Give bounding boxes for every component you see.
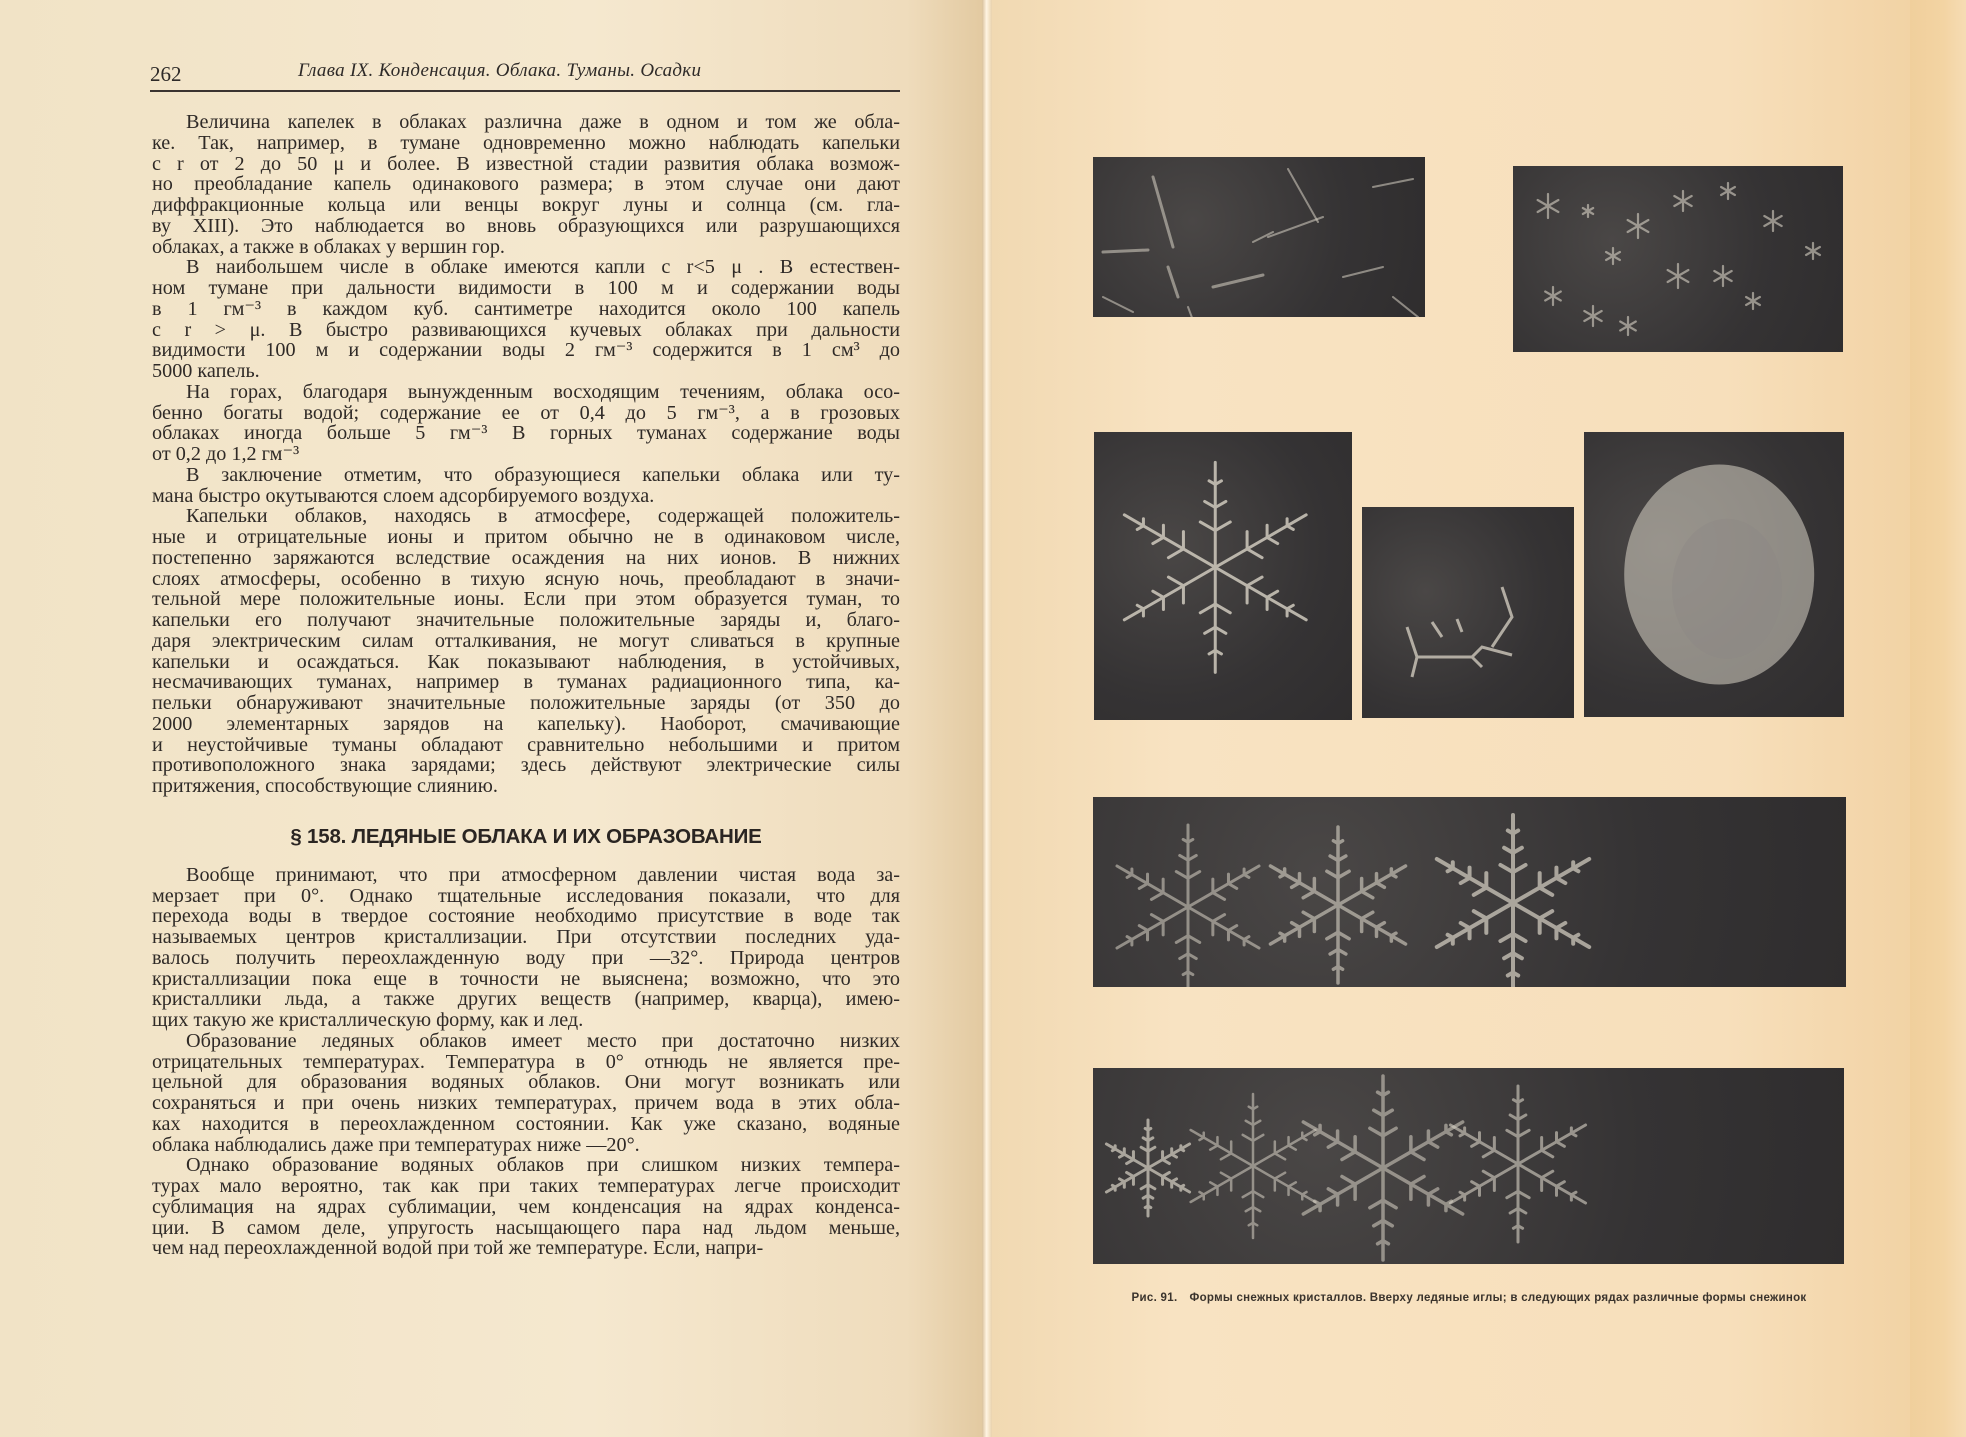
snowflake-row-photo-2 (1093, 1068, 1844, 1264)
photo-drawing (1584, 432, 1844, 717)
snowflake-crystal (1714, 266, 1731, 286)
snowflake-crystal (1628, 214, 1649, 238)
text-line: с r > μ. В быстро развивающихся кучевых облаках при дальности (152, 318, 900, 341)
ice-needle (1168, 267, 1178, 297)
text-line: даря электрическим силам отталкивания, не могут сливаться в крупные (152, 629, 900, 652)
snowflake-crystal (1106, 1120, 1189, 1216)
text-line: бенно богаты водой; содержание ее от 0,4 до 5 гм⁻³, а в грозовых (152, 401, 900, 424)
ice-needle (1373, 179, 1413, 187)
photo-drawing (1094, 432, 1352, 720)
snowflake-crystal (1538, 194, 1559, 218)
ice-needle (1288, 169, 1318, 222)
text-line: отрицательных температурах. Температура в 0° отнюдь не является пре- (152, 1050, 900, 1073)
text-line: от 0,2 до 1,2 гм⁻³ (152, 443, 300, 465)
snowflake-crystal (1583, 205, 1593, 217)
snowflake-crystal (1437, 815, 1589, 987)
text-line: капельки его получают значительные положительные заряды и, благо- (152, 609, 900, 631)
text-line: цельной для образования водяных облаков. Они могут возникать или (152, 1071, 900, 1094)
text-line: мана быстро окутываются слоем адсорбируемого воздуха. (152, 484, 655, 507)
text-line: кристаллики льда, а также других веществ (например, кварца), имею- (152, 988, 900, 1011)
text-line: сохраняться и при очень низких температурах, причем вода в этих обла- (152, 1092, 900, 1114)
section-heading: § 158. ЛЕДЯНЫЕ ОБЛАКА И ИХ ОБРАЗОВАНИЕ (290, 824, 762, 848)
page-edge (1910, 0, 1966, 1437)
text-line: тельной мере положительные ионы. Если при этом образуется туман, то (152, 588, 900, 611)
ice-needle (1343, 267, 1383, 277)
snowflake-crystal (1117, 825, 1259, 987)
text-line: но преобладание капель одинакового размера; в этом случае они дают (152, 173, 900, 196)
ice-needle (1103, 250, 1148, 252)
figure-number: Рис. 91. (1131, 1292, 1178, 1304)
text-line: валось получить переохлажденную воду при —32°. Природа центров (152, 946, 900, 969)
running-head (150, 60, 900, 92)
text-line: мерзает при 0°. Однако тщательные исследования показали, что для (152, 884, 900, 907)
text-line: Капельки облаков, находясь в атмосфере, содержащей положитель- (186, 505, 900, 528)
text-line: ву XIII). Это наблюдается во вновь образующихся или разрушающихся (152, 214, 900, 237)
page-number: 262 (150, 62, 182, 86)
ice-needle (1213, 275, 1263, 287)
crystal-fragment (1407, 587, 1512, 677)
paragraph (152, 382, 900, 465)
text-line: постепенно заряжаются вследствие осаждения на них ионов. В нижних (152, 546, 900, 569)
snowflake-row-photo-1 (1093, 797, 1846, 987)
text-line: ке. Так, например, в тумане одновременно можно наблюдать капельки (152, 131, 900, 154)
text-line: кристаллизации пока еще в точности не выяснена; возможно, что это (152, 967, 900, 990)
ice-needle (1393, 297, 1418, 317)
photo-drawing (1093, 1068, 1844, 1264)
text-line: турах мало вероятно, так как при таких температурах легче происходит (152, 1175, 900, 1197)
snowflake-crystal (1450, 1086, 1585, 1242)
paragraph (152, 257, 900, 382)
text-line: перехода воды в твердое состояние необходимо присутствие в воде так (152, 905, 900, 928)
body-text (152, 112, 900, 1259)
photo-drawing (1362, 507, 1574, 718)
snowflake-crystal (1746, 293, 1760, 309)
ice-needle (1103, 297, 1133, 312)
photo-drawing (1093, 797, 1846, 987)
snowflake-crystal (1674, 191, 1691, 211)
dendrite-snowflake-photo (1094, 432, 1352, 720)
text-line: Величина капелек в облаках различна даже в одном и том же обла- (186, 111, 900, 133)
text-line: В наибольшем числе в облаке имеются капли с r<5 μ . В естествен- (186, 256, 900, 279)
figure-caption (1092, 1292, 1846, 1305)
text-line: 2000 элементарных зарядов на капельку). Наоборот, смачивающие (152, 712, 900, 735)
snowflake-crystal (1721, 183, 1735, 199)
paragraph (152, 1155, 900, 1259)
text-line: пельки обнаруживают значительные положительные заряды (от 350 до (152, 692, 900, 714)
paragraph (152, 506, 900, 797)
snowflake-crystal (1191, 1094, 1316, 1238)
text-line: в 1 гм⁻³ в каждом куб. сантиметре находится около 100 капель (152, 297, 900, 320)
snowflake-crystal (1620, 317, 1636, 335)
text-line: чем над переохлажденной водой при той же температуре. Если, напри- (152, 1237, 764, 1260)
paragraph (152, 465, 900, 507)
text-line: видимости 100 м и содержании воды 2 гм⁻³ содержится в 1 см³ до (152, 339, 900, 362)
text-line: ции. В самом деле, упругость насыщающего пара над льдом меньше, (152, 1216, 900, 1239)
text-line: слоях атмосферы, особенно в тихую ясную ночь, преобладают в значи- (152, 567, 900, 590)
text-line: ном тумане при дальности видимости в 100 м и содержании воды (152, 277, 900, 299)
text-line: сублимация на ядрах сублимации, чем конденсация на ядрах конденса- (152, 1195, 900, 1218)
snowflake-crystal (1270, 827, 1405, 983)
text-line: облаках, а также в облаках у вершин гор. (152, 235, 505, 258)
snowflake-crystal (1545, 287, 1561, 305)
text-line: несмачивающих туманах, например в туманах радиационного типа, ка- (152, 671, 900, 694)
text-line: Однако образование водяных облаков при слишком низких темпера- (186, 1154, 900, 1177)
ice-needles-photo-1 (1093, 157, 1425, 317)
text-line: облаках иногда больше 5 гм⁻³ В горных туманах содержание воды (152, 422, 900, 445)
paragraph (152, 865, 900, 1031)
text-line: и неустойчивые туманы обладают сравнительно небольшими и притом (152, 733, 900, 756)
text-line: щих такую же кристаллическую форму, как и лед. (152, 1009, 584, 1031)
text-line: Образование ледяных облаков имеет место при достаточно низких (186, 1029, 900, 1052)
snowflake-crystal (1584, 306, 1601, 326)
ice-needle (1268, 217, 1323, 237)
ice-needle (1188, 307, 1203, 317)
text-line: капельки и осаждаться. Как показывают наблюдения, в устойчивых, (152, 650, 900, 673)
snowflake-crystal (1764, 211, 1781, 231)
book-gutter (982, 0, 992, 1437)
paragraph (152, 112, 900, 257)
text-line: с r от 2 до 50 μ и более. В известной стадии развития облака возмож- (152, 152, 900, 175)
text-line: диффракционные кольца или венцы вокруг луны и солнца (см. гла- (152, 194, 900, 216)
text-line: притяжения, способствующие слиянию. (152, 775, 498, 797)
rimed-core (1672, 519, 1782, 659)
text-line: противоположного знака зарядами; здесь действуют электрические силы (152, 754, 900, 777)
ice-needle (1153, 177, 1173, 247)
snowflake-crystal (1806, 243, 1820, 259)
rimed-snowflake-photo (1584, 432, 1844, 717)
text-line: На горах, благодаря вынужденным восходящим течениям, облака осо- (186, 380, 900, 403)
text-line: 5000 капель. (152, 360, 260, 382)
snowflake-crystal (1124, 462, 1306, 672)
text-line: В заключение отметим, что образующиеся капельки облака или ту- (186, 463, 900, 486)
photo-drawing (1093, 157, 1425, 317)
snowflake-crystal (1668, 264, 1689, 288)
text-line: облака наблюдались даже при температурах ниже —20°. (152, 1133, 640, 1156)
text-line: ные и отрицательные ионы и притом обычно не в одинаковом числе, (152, 526, 900, 548)
snowflake-crystal (1303, 1076, 1462, 1260)
chapter-title: Глава IX. Конденсация. Облака. Туманы. Осадки (298, 60, 702, 81)
text-line: Вообще принимают, что при атмосферном давлении чистая вода за- (186, 863, 900, 886)
paragraph (152, 1031, 900, 1156)
snowflake-crystal (1606, 248, 1620, 264)
text-line: ках находится в переохлажденном состоянии. Как уже сказано, водяные (152, 1112, 900, 1135)
text-line: называемых центров кристаллизации. При отсутствии последних уда- (152, 926, 900, 948)
ice-needles-photo-2 (1513, 166, 1843, 352)
photo-drawing (1513, 166, 1843, 352)
figure-caption-text: Формы снежных кристаллов. Вверху ледяные иглы; в следующих рядах различные формы снежинок (1189, 1292, 1807, 1304)
broken-crystal-photo (1362, 507, 1574, 718)
